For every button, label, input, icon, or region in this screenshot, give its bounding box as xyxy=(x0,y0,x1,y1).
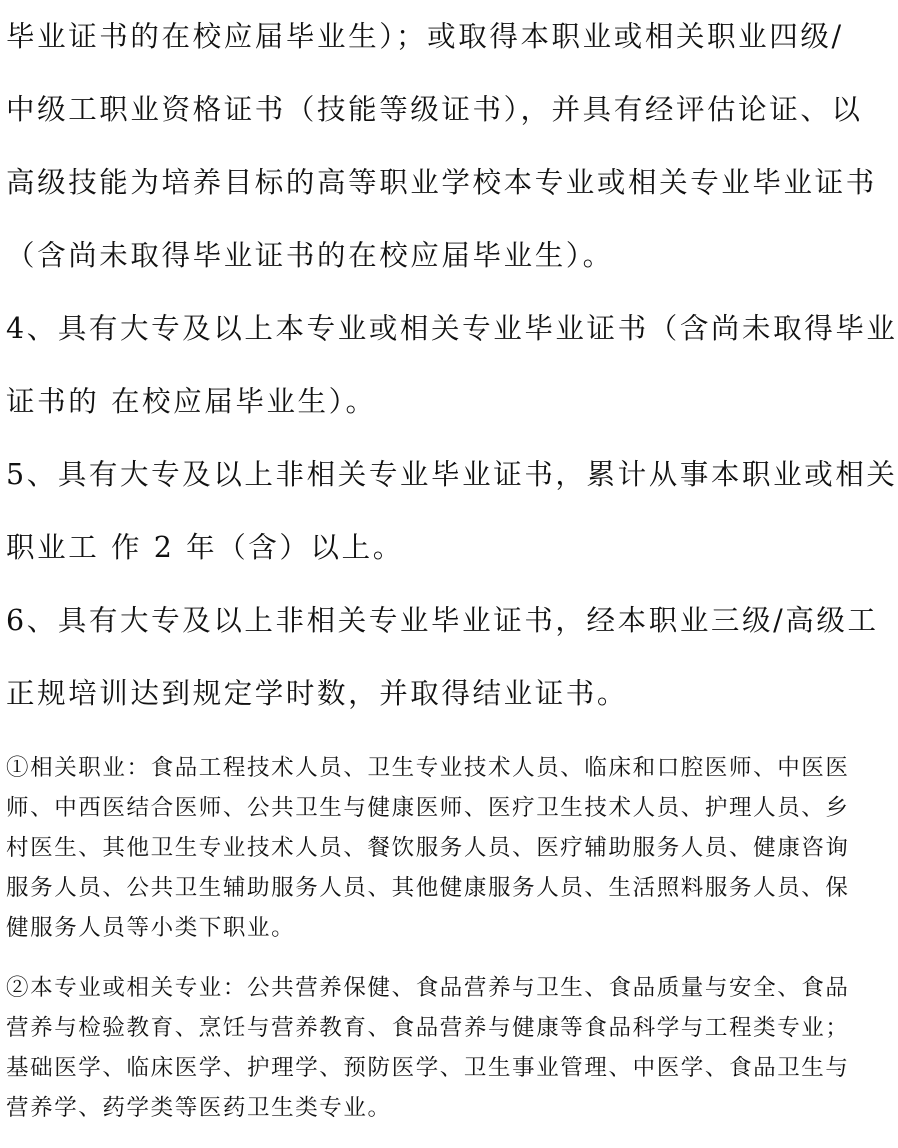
note-line: 基础医学、临床医学、护理学、预防医学、卫生事业管理、中医学、食品卫生与 xyxy=(6,1055,850,1081)
requirement-6-line: 6、具有大专及以上非相关专业毕业证书，经本职业三级/高级工 xyxy=(6,604,879,637)
main-body-text xyxy=(6,0,898,730)
note-line: 服务人员、公共卫生辅助服务人员、其他健康服务人员、生活照料服务人员、保 xyxy=(6,875,850,901)
requirement-4-line: 4、具有大专及以上本专业或相关专业毕业证书（含尚未取得毕业 xyxy=(6,312,898,345)
document-page xyxy=(6,0,898,1148)
requirement-6-line: 正规培训达到规定学时数，并取得结业证书。 xyxy=(6,677,629,710)
note-related-majors xyxy=(6,968,850,1128)
note-line: 村医生、其他卫生专业技术人员、餐饮服务人员、医疗辅助服务人员、健康咨询 xyxy=(6,835,850,861)
body-line: 中级工职业资格证书（技能等级证书），并具有经评估论证、以 xyxy=(6,93,863,126)
note-line: 师、中西医结合医师、公共卫生与健康医师、医疗卫生技术人员、护理人员、乡 xyxy=(6,795,850,821)
note-line: ①相关职业：食品工程技术人员、卫生专业技术人员、临床和口腔医师、中医医 xyxy=(6,755,850,781)
note-line: 营养与检验教育、烹饪与营养教育、食品营养与健康等食品科学与工程类专业； xyxy=(6,1015,850,1041)
requirement-4-line: 证书的 在校应届毕业生）。 xyxy=(6,385,377,418)
requirement-5-line: 职业工 作 2 年（含）以上。 xyxy=(6,531,404,564)
note-line: 营养学、药学类等医药卫生类专业。 xyxy=(6,1095,392,1121)
requirement-5-line: 5、具有大专及以上非相关专业毕业证书，累计从事本职业或相关 xyxy=(6,458,898,491)
note-related-occupations xyxy=(6,748,850,948)
note-line: ②本专业或相关专业：公共营养保健、食品营养与卫生、食品质量与安全、食品 xyxy=(6,975,850,1001)
body-line: 高级技能为培养目标的高等职业学校本专业或相关专业毕业证书 xyxy=(6,166,877,199)
body-line: 毕业证书的在校应届毕业生）；或取得本职业或相关职业四级/ xyxy=(6,20,844,53)
footnotes xyxy=(6,748,850,1128)
note-line: 健服务人员等小类下职业。 xyxy=(6,915,296,941)
body-line: （含尚未取得毕业证书的在校应届毕业生）。 xyxy=(6,239,614,272)
